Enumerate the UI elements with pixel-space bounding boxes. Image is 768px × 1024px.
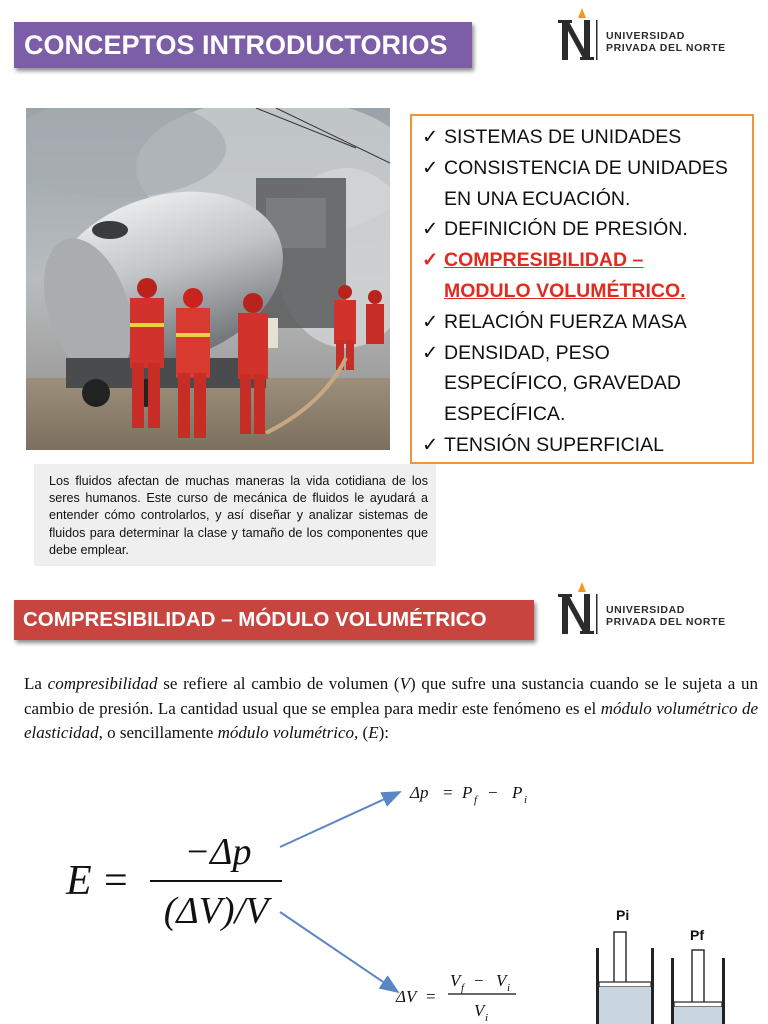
dv-vi: V (496, 971, 507, 990)
check-icon (422, 399, 444, 430)
piston-final (671, 927, 725, 1024)
dv-vf: V (450, 971, 461, 990)
check-icon (422, 276, 444, 307)
dp-pf-sub: f (474, 794, 478, 806)
check-icon: ✓ (422, 433, 439, 456)
piston-initial-label: Pi (616, 907, 630, 923)
dv-vf-sub: f (461, 982, 465, 994)
checklist-item (422, 214, 752, 245)
logo-line-2: PRIVADA DEL NORTE (606, 616, 726, 628)
logo-line-1: UNIVERSIDAD (606, 30, 685, 42)
formula-lhs: E (66, 858, 92, 904)
checklist-item (422, 153, 752, 184)
checklist-item-label: MODULO VOLUMÉTRICO. (444, 279, 686, 302)
piston-final-label: Pf (690, 927, 704, 943)
logo-line-2: PRIVADA DEL NORTE (606, 42, 726, 54)
checklist-item (422, 338, 752, 369)
checklist-item-label: EN UNA ECUACIÓN. (444, 187, 631, 210)
checklist-item (422, 276, 752, 307)
intro-text-4: , o sencillamente (98, 723, 218, 742)
checklist-item-label: DEFINICIÓN DE PRESIÓN. (444, 218, 688, 241)
delta-v-formula (395, 971, 516, 1024)
intro-text-2: se refiere al cambio de volumen ( (157, 674, 400, 693)
term-modulo-volumetrico: módulo volumétrico, (217, 723, 359, 742)
checklist-item (422, 399, 752, 430)
var-v: V (399, 674, 410, 693)
dv-minus: − (474, 971, 484, 990)
checklist-item-label: SISTEMAS DE UNIDADES (444, 126, 682, 148)
bulk-modulus-diagram (0, 572, 768, 1024)
dv-vi-sub: i (507, 982, 511, 994)
checklist-item (422, 430, 752, 461)
dv-lhs: ΔV (396, 987, 417, 1006)
dp-eq: = (443, 783, 453, 802)
piston-initial (596, 907, 654, 1024)
check-icon: ✓ (422, 156, 439, 179)
logo-text (606, 30, 726, 54)
check-icon: ✓ (422, 249, 439, 272)
checklist-item (422, 245, 752, 276)
intro-text-5: ( (358, 723, 369, 742)
checklist-item-label: ESPECÍFICA. (444, 403, 566, 426)
dp-pi-sub: i (524, 794, 528, 806)
dp-pf: P (462, 783, 473, 802)
check-icon: ✓ (422, 310, 439, 333)
main-formula (65, 831, 282, 932)
photo-caption: Los fluidos afectan de muchas maneras la vida cotidiana de los seres humanos. Este curso de mecánica de fluidos le ayudará a entender cómo controlarlos, y así diseñar y analizar sistemas de fluidos para determinar la clase y tamaño de los componentes que debe emplear. (34, 464, 436, 566)
checklist-item-label: TENSIÓN SUPERFICIAL (444, 433, 664, 456)
intro-text-6: ): (378, 723, 389, 742)
logo-line-1: UNIVERSIDAD (606, 604, 685, 616)
check-icon: ✓ (422, 126, 439, 148)
check-icon: ✓ (422, 341, 439, 364)
checklist-item-label: COMPRESIBILIDAD – (444, 249, 644, 272)
upn-logo-icon (556, 6, 604, 64)
checklist-item-label: CONSISTENCIA DE UNIDADES (444, 156, 728, 179)
var-e: E (368, 723, 379, 742)
checklist-item (422, 184, 752, 215)
arrow-to-dp (280, 792, 400, 847)
slide-compresibilidad (0, 572, 768, 1024)
checklist-item-label: ESPECÍFICO, GRAVEDAD (444, 372, 681, 395)
tanker-fire-photo (26, 108, 390, 450)
formula-numerator: −Δp (184, 831, 252, 873)
checklist-item (422, 368, 752, 399)
check-icon (422, 368, 444, 399)
formula-denominator: (ΔV)/V (163, 890, 269, 932)
dp-minus: − (488, 783, 498, 802)
delta-p-formula (409, 783, 527, 806)
checklist-item (422, 307, 752, 338)
slide-title: COMPRESIBILIDAD – MÓDULO VOLUMÉTRICO (14, 600, 534, 640)
university-logo (556, 6, 768, 66)
checklist-item-label: DENSIDAD, PESO (444, 341, 610, 364)
checklist-item (422, 122, 752, 153)
slide-title: CONCEPTOS INTRODUCTORIOS (14, 22, 472, 68)
term-modulo-elasticidad: módulo volumétrico de elasticidad (24, 698, 758, 742)
checklist-list (422, 122, 752, 461)
dv-denominator-sub: i (485, 1012, 489, 1024)
dp-pi: P (512, 783, 523, 802)
intro-text-3: ) que sufre una sustancia cuando se le sujeta a un cambio de presión. La cantidad usual que se emplea para medir este fenómeno es el (24, 674, 758, 718)
formula-equals: = (104, 858, 128, 904)
arrow-to-dv (280, 912, 398, 992)
term-compresibilidad: compresibilidad (47, 674, 158, 693)
dv-denominator: V (474, 1001, 485, 1020)
dp-lhs: Δp (410, 783, 429, 802)
check-icon: ✓ (422, 218, 439, 241)
dv-eq: = (426, 987, 436, 1006)
check-icon (422, 184, 444, 215)
topics-checklist (410, 114, 754, 464)
intro-text-1: La (24, 674, 48, 693)
checklist-item-label: RELACIÓN FUERZA MASA (444, 310, 687, 333)
